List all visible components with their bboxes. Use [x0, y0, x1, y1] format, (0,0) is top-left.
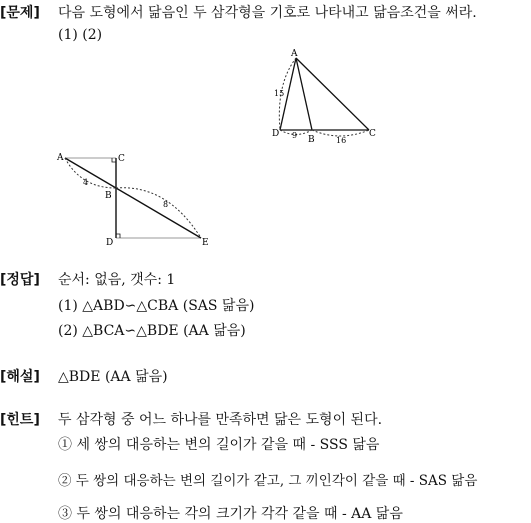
fig1-point-a: A — [291, 49, 298, 59]
problem-parts: (1) (2) — [58, 27, 103, 43]
fig2-label-ab: 4 — [83, 178, 89, 187]
fig1-point-b: B — [308, 135, 315, 145]
hint-item-3: ③ 두 쌍의 대응하는 각의 크기가 각각 같을 때 - AA 닮음 — [58, 506, 403, 522]
answer-line-2: (2) △BCA∽△BDE (AA 닮음) — [58, 323, 246, 339]
explanation-text: △BDE (AA 닮음) — [58, 369, 168, 385]
fig2-segment-ae — [65, 158, 201, 238]
hint-intro: 두 삼각형 중 어느 하나를 만족하면 닮은 도형이 된다. — [58, 412, 383, 428]
fig1-label-bc: 16 — [336, 136, 347, 145]
answer-line-0: 순서: 없음, 갯수: 1 — [58, 272, 176, 288]
fig2-point-e: E — [202, 238, 209, 248]
answer-tag: [정답] — [0, 272, 40, 288]
explanation-tag: [해설] — [0, 369, 40, 385]
hint-tag: [힌트] — [0, 412, 40, 428]
figure-2-triangles — [55, 150, 215, 250]
problem-tag: [문제] — [0, 5, 40, 21]
hint-item-1: ① 세 쌍의 대응하는 변의 길이가 같을 때 - SSS 닮음 — [58, 437, 380, 453]
fig2-point-a: A — [57, 153, 64, 163]
fig2-point-b: B — [105, 191, 112, 201]
fig1-segment-ab — [296, 58, 312, 130]
problem-question: 다음 도형에서 닮음인 두 삼각형을 기호로 나타내고 닮음조건을 써라. — [58, 5, 477, 21]
figure-1-triangle — [262, 44, 387, 148]
fig1-point-c: C — [369, 129, 376, 139]
fig1-label-ad: 15 — [274, 89, 285, 98]
fig1-side-ac — [296, 58, 369, 130]
fig1-point-d: D — [272, 129, 280, 139]
fig1-label-db: 9 — [292, 131, 298, 140]
answer-line-1: (1) △ABD∽△CBA (SAS 닮음) — [58, 298, 255, 314]
fig2-point-d: D — [106, 238, 114, 248]
fig2-point-c: C — [118, 154, 125, 164]
hint-item-2: ② 두 쌍의 대응하는 변의 길이가 같고, 그 끼인각이 같을 때 - SAS 닮음 — [58, 473, 478, 489]
fig2-label-be: 8 — [163, 200, 169, 209]
